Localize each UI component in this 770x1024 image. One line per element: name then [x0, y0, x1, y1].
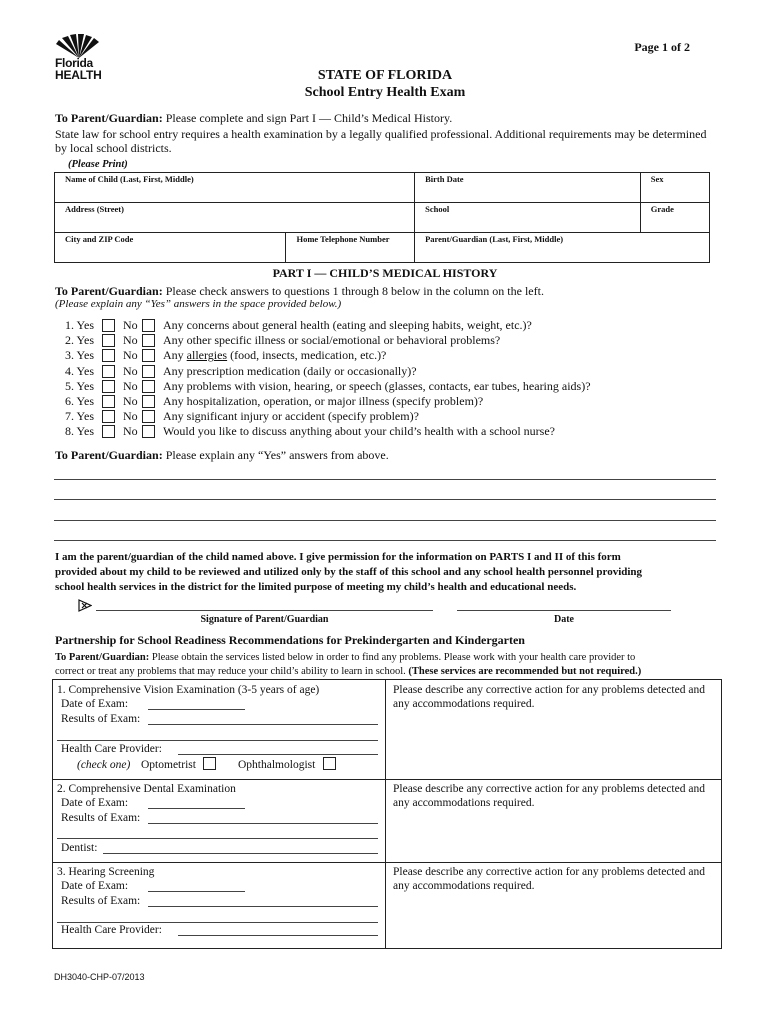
vision-results-line[interactable] — [148, 724, 378, 725]
no-label: No — [123, 333, 138, 348]
yes-checkbox[interactable] — [102, 380, 115, 393]
dental-date-label: Date of Exam: — [61, 797, 129, 809]
question-number-yes: 8. Yes — [65, 424, 95, 439]
signature-label: Signature of Parent/Guardian — [200, 614, 329, 625]
form-number: DH3040-CHP-07/2013 — [54, 972, 145, 982]
signature-line[interactable] — [96, 610, 433, 611]
dentist-line[interactable] — [103, 853, 378, 854]
question-number-yes: 5. Yes — [65, 378, 95, 393]
birth-date-field[interactable]: Birth Date — [415, 173, 641, 203]
no-checkbox[interactable] — [142, 425, 155, 438]
address-field[interactable]: Address (Street) — [55, 203, 415, 233]
partnership-instruction-2: correct or treat any problems that may reduce your child’s ability to learn in school. (These services are recommended but not required.) — [55, 666, 642, 677]
hearing-corrective-text[interactable]: Please describe any corrective action for any problems detected and any accommodations required. — [393, 866, 705, 892]
question-number-yes: 3. Yes — [65, 348, 95, 363]
explain-instruction: To Parent/Guardian: Please explain any “Yes” answers from above. — [55, 448, 389, 462]
hearing-date-label: Date of Exam: — [61, 880, 129, 892]
page-number: Page 1 of 2 — [634, 40, 690, 54]
dental-results-label: Results of Exam: — [61, 812, 141, 824]
question-number-yes: 7. Yes — [65, 409, 95, 424]
vision-provider-label: Health Care Provider: — [61, 743, 162, 755]
question-row — [65, 318, 532, 333]
no-label: No — [123, 378, 138, 393]
no-label: No — [123, 394, 138, 408]
no-checkbox[interactable] — [142, 410, 155, 423]
part1-heading: PART I — CHILD’S MEDICAL HISTORY — [272, 266, 498, 280]
dental-results-line[interactable] — [148, 823, 378, 824]
question-text: Any other specific illness or social/emotional or behavioral problems? — [163, 333, 501, 348]
consent-line-3: school health services in the district for the limited purpose of meeting my child’s health and educational needs. — [55, 581, 577, 593]
dental-date-line[interactable] — [148, 808, 245, 809]
yes-checkbox[interactable] — [102, 319, 115, 332]
question-row — [65, 409, 419, 424]
consent-line-1: I am the parent/guardian of the child named above. I give permission for the information on PARTS I and II of this form — [55, 551, 621, 563]
question-text: Any hospitalization, operation, or major illness (specify problem)? — [163, 394, 484, 408]
no-label: No — [123, 348, 138, 363]
yes-checkbox[interactable] — [102, 349, 115, 362]
no-label: No — [123, 318, 138, 332]
explain-line-2[interactable] — [54, 499, 716, 500]
no-checkbox[interactable] — [142, 380, 155, 393]
question-text: Any problems with vision, hearing, or speech (glasses, contacts, ear tubes, hearing aids)? — [163, 378, 591, 393]
no-checkbox[interactable] — [142, 319, 155, 332]
question-row — [65, 424, 555, 439]
hearing-screening-title: 3. Hearing Screening — [57, 866, 155, 878]
ophthalmologist-label: Ophthalmologist — [238, 759, 316, 771]
question-number-yes: 1. Yes — [65, 318, 95, 332]
school-field[interactable]: School — [415, 203, 641, 233]
sex-field[interactable]: Sex — [640, 173, 709, 203]
form-title-state: STATE OF FLORIDA — [317, 68, 453, 83]
hearing-results-label: Results of Exam: — [61, 895, 141, 907]
intro-instruction: To Parent/Guardian: Please complete and sign Part I — Child’s Medical History. — [55, 111, 453, 125]
hearing-results-line[interactable] — [148, 906, 378, 907]
hearing-provider-label: Health Care Provider: — [61, 924, 162, 936]
please-print-label: (Please Print) — [68, 159, 128, 170]
question-text: Would you like to discuss anything about your child’s health with a school nurse? — [163, 424, 555, 439]
sign-here-icon — [78, 599, 92, 612]
dental-corrective-text[interactable]: Please describe any corrective action for any problems detected and any accommodations required. — [393, 783, 705, 809]
no-label: No — [123, 409, 138, 424]
yes-checkbox[interactable] — [102, 365, 115, 378]
row-divider — [53, 779, 721, 780]
form-title: School Entry Health Exam — [304, 85, 466, 100]
logo-text-health: HEALTH — [55, 68, 102, 82]
grade-field[interactable]: Grade — [640, 203, 709, 233]
explain-line-1[interactable] — [54, 479, 716, 480]
hearing-provider-line[interactable] — [178, 935, 378, 936]
explain-line-4[interactable] — [54, 540, 716, 541]
explain-line-3[interactable] — [54, 520, 716, 521]
part1-instruction: To Parent/Guardian: Please check answers to questions 1 through 8 below in the column on the left. — [55, 284, 544, 298]
optometrist-checkbox[interactable] — [203, 757, 216, 770]
no-label: No — [123, 424, 138, 439]
dental-results-line-2[interactable] — [57, 838, 378, 839]
vision-results-label: Results of Exam: — [61, 713, 141, 725]
vision-date-line[interactable] — [148, 709, 245, 710]
yes-checkbox[interactable] — [102, 425, 115, 438]
ophthalmologist-checkbox[interactable] — [323, 757, 336, 770]
dental-exam-title: 2. Comprehensive Dental Examination — [57, 783, 236, 795]
question-number-yes: 4. Yes — [65, 363, 95, 378]
question-text: Any significant injury or accident (specify problem)? — [163, 409, 419, 424]
table-divider — [385, 680, 386, 948]
question-row — [65, 333, 501, 348]
row-divider — [53, 862, 721, 863]
recommendations-table — [52, 679, 722, 949]
consent-line-2: provided about my child to be reviewed and utilized only by the staff of this school and any school health personnel providing — [55, 566, 643, 578]
part1-explain-note: (Please explain any “Yes” answers in the space provided below.) — [55, 298, 342, 310]
vision-exam-title: 1. Comprehensive Vision Examination (3-5 years of age) — [57, 684, 320, 696]
question-number-yes: 2. Yes — [65, 333, 95, 348]
logo-text-florida: Florida — [55, 56, 93, 70]
vision-provider-line[interactable] — [178, 754, 378, 755]
vision-date-label: Date of Exam: — [61, 698, 129, 710]
sun-rays-icon — [54, 34, 104, 58]
vision-corrective-text[interactable]: Please describe any corrective action for any problems detected and any accommodations required. — [393, 684, 705, 710]
home-phone-field[interactable]: Home Telephone Number — [286, 233, 415, 263]
hearing-date-line[interactable] — [148, 891, 245, 892]
question-row — [65, 363, 417, 379]
no-label: No — [123, 363, 138, 378]
vision-results-line-2[interactable] — [57, 740, 378, 741]
question-row — [65, 378, 591, 394]
city-zip-field[interactable]: City and ZIP Code — [55, 233, 286, 263]
question-text: Any prescription medication (daily or occasionally)? — [163, 363, 417, 378]
yes-checkbox[interactable] — [102, 395, 115, 408]
check-one-label: (check one) — [77, 759, 131, 771]
child-name-field[interactable]: Name of Child (Last, First, Middle) — [55, 173, 415, 203]
no-checkbox[interactable] — [142, 395, 155, 408]
partnership-heading: Partnership for School Readiness Recommendations for Prekindergarten and Kindergarten — [55, 633, 525, 647]
question-row — [65, 348, 387, 363]
date-line[interactable] — [457, 610, 671, 611]
no-checkbox[interactable] — [142, 349, 155, 362]
child-info-table — [54, 172, 710, 263]
question-text: Any allergies (food, insects, medication, etc.)? — [163, 348, 387, 363]
yes-checkbox[interactable] — [102, 334, 115, 347]
no-checkbox[interactable] — [142, 334, 155, 347]
optometrist-label: Optometrist — [141, 759, 196, 771]
intro-law-line-2: by local school districts. — [55, 141, 172, 155]
dentist-label: Dentist: — [61, 842, 98, 854]
question-number-yes: 6. Yes — [65, 394, 95, 408]
intro-law-line: State law for school entry requires a health examination by a legally qualified professional. Additional requirements may be determined — [55, 127, 707, 141]
question-row — [65, 394, 484, 409]
question-text: Any concerns about general health (eating and sleeping habits, weight, etc.)? — [163, 318, 532, 332]
date-label: Date — [554, 614, 574, 625]
yes-checkbox[interactable] — [102, 410, 115, 423]
partnership-instruction: To Parent/Guardian: Please obtain the services listed below in order to find any problems. Please work with your health care provider to — [55, 652, 636, 663]
guardian-name-field[interactable]: Parent/Guardian (Last, First, Middle) — [415, 233, 710, 263]
no-checkbox[interactable] — [142, 365, 155, 378]
